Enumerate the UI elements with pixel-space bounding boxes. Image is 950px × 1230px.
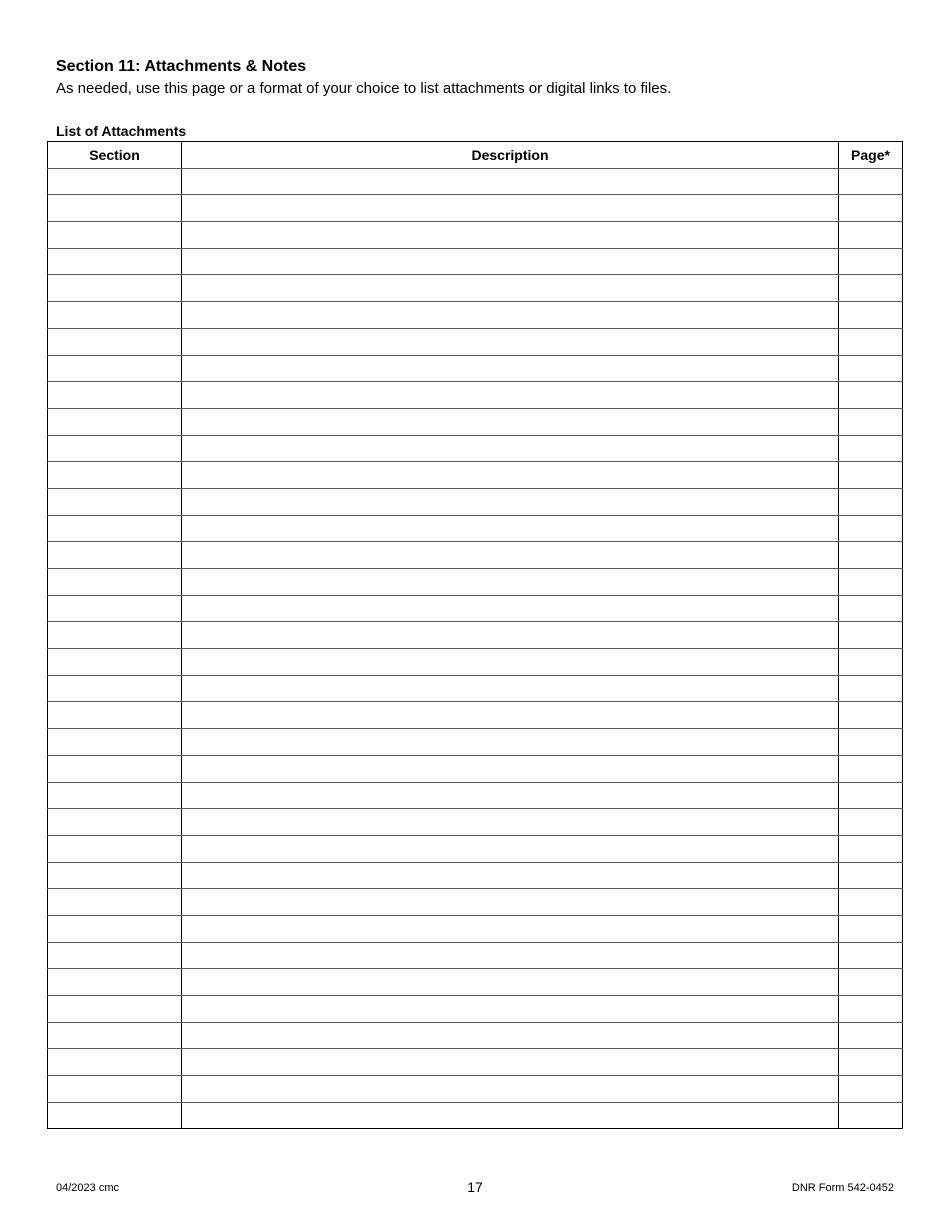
- cell-description[interactable]: [182, 462, 839, 489]
- cell-description[interactable]: [182, 782, 839, 809]
- table-row: [48, 729, 903, 756]
- cell-description[interactable]: [182, 889, 839, 916]
- table-row: [48, 1076, 903, 1103]
- table-row: [48, 355, 903, 382]
- cell-description[interactable]: [182, 275, 839, 302]
- table-header-row: [48, 142, 903, 169]
- cell-section[interactable]: [48, 1049, 182, 1076]
- cell-page[interactable]: [839, 1076, 903, 1103]
- cell-page[interactable]: [839, 862, 903, 889]
- cell-description[interactable]: [182, 729, 839, 756]
- cell-page[interactable]: [839, 355, 903, 382]
- table-row: [48, 595, 903, 622]
- cell-page[interactable]: [839, 1049, 903, 1076]
- cell-page[interactable]: [839, 835, 903, 862]
- table-row: [48, 168, 903, 195]
- cell-description[interactable]: [182, 862, 839, 889]
- cell-section[interactable]: [48, 969, 182, 996]
- table-row: [48, 889, 903, 916]
- cell-section[interactable]: [48, 435, 182, 462]
- cell-description[interactable]: [182, 168, 839, 195]
- cell-section[interactable]: [48, 302, 182, 329]
- cell-description[interactable]: [182, 915, 839, 942]
- table-row: [48, 542, 903, 569]
- cell-section[interactable]: [48, 408, 182, 435]
- cell-page[interactable]: [839, 942, 903, 969]
- cell-section[interactable]: [48, 809, 182, 836]
- cell-section[interactable]: [48, 542, 182, 569]
- cell-page[interactable]: [839, 889, 903, 916]
- cell-section[interactable]: [48, 675, 182, 702]
- cell-page[interactable]: [839, 915, 903, 942]
- cell-page[interactable]: [839, 702, 903, 729]
- table-row: [48, 755, 903, 782]
- cell-page[interactable]: [839, 969, 903, 996]
- table-row: [48, 862, 903, 889]
- cell-page[interactable]: [839, 302, 903, 329]
- cell-section[interactable]: [48, 702, 182, 729]
- cell-page[interactable]: [839, 1102, 903, 1129]
- cell-description[interactable]: [182, 222, 839, 249]
- cell-section[interactable]: [48, 595, 182, 622]
- cell-section[interactable]: [48, 195, 182, 222]
- cell-section[interactable]: [48, 915, 182, 942]
- cell-page[interactable]: [839, 248, 903, 275]
- table-row: [48, 435, 903, 462]
- table-row: [48, 1022, 903, 1049]
- cell-description[interactable]: [182, 702, 839, 729]
- table-row: [48, 915, 903, 942]
- cell-page[interactable]: [839, 755, 903, 782]
- cell-section[interactable]: [48, 355, 182, 382]
- column-header-description: Description: [182, 142, 839, 169]
- cell-page[interactable]: [839, 622, 903, 649]
- cell-description[interactable]: [182, 595, 839, 622]
- cell-section[interactable]: [48, 168, 182, 195]
- section-title: Section 11: Attachments & Notes: [56, 58, 307, 75]
- table-row: [48, 515, 903, 542]
- cell-page[interactable]: [839, 328, 903, 355]
- cell-section[interactable]: [48, 1076, 182, 1103]
- cell-description[interactable]: [182, 969, 839, 996]
- cell-section[interactable]: [48, 835, 182, 862]
- column-header-page: Page*: [839, 142, 903, 169]
- cell-description[interactable]: [182, 382, 839, 409]
- table-row: [48, 1049, 903, 1076]
- cell-description[interactable]: [182, 1076, 839, 1103]
- attachments-table: [47, 141, 903, 1129]
- cell-page[interactable]: [839, 195, 903, 222]
- cell-section[interactable]: [48, 622, 182, 649]
- cell-description[interactable]: [182, 996, 839, 1023]
- table-row: [48, 942, 903, 969]
- cell-section[interactable]: [48, 649, 182, 676]
- cell-section[interactable]: [48, 222, 182, 249]
- cell-page[interactable]: [839, 542, 903, 569]
- cell-description[interactable]: [182, 622, 839, 649]
- cell-page[interactable]: [839, 515, 903, 542]
- cell-page[interactable]: [839, 408, 903, 435]
- table-row: [48, 569, 903, 596]
- table-row: [48, 782, 903, 809]
- cell-description[interactable]: [182, 542, 839, 569]
- cell-description[interactable]: [182, 1049, 839, 1076]
- cell-section[interactable]: [48, 942, 182, 969]
- cell-page[interactable]: [839, 809, 903, 836]
- cell-description[interactable]: [182, 195, 839, 222]
- cell-description[interactable]: [182, 1022, 839, 1049]
- cell-description[interactable]: [182, 809, 839, 836]
- cell-section[interactable]: [48, 248, 182, 275]
- table-row: [48, 462, 903, 489]
- cell-page[interactable]: [839, 729, 903, 756]
- table-row: [48, 809, 903, 836]
- cell-section[interactable]: [48, 996, 182, 1023]
- cell-section[interactable]: [48, 515, 182, 542]
- table-row: [48, 408, 903, 435]
- cell-description[interactable]: [182, 835, 839, 862]
- cell-section[interactable]: [48, 275, 182, 302]
- table-row: [48, 675, 903, 702]
- table-row: [48, 328, 903, 355]
- attachments-list-title: List of Attachments: [56, 123, 187, 139]
- cell-section[interactable]: [48, 382, 182, 409]
- cell-section[interactable]: [48, 1022, 182, 1049]
- cell-page[interactable]: [839, 488, 903, 515]
- table-row: [48, 622, 903, 649]
- cell-section[interactable]: [48, 889, 182, 916]
- cell-page[interactable]: [839, 435, 903, 462]
- table-row: [48, 702, 903, 729]
- cell-page[interactable]: [839, 595, 903, 622]
- cell-description[interactable]: [182, 488, 839, 515]
- cell-description[interactable]: [182, 942, 839, 969]
- table-row: [48, 382, 903, 409]
- cell-page[interactable]: [839, 275, 903, 302]
- cell-description[interactable]: [182, 675, 839, 702]
- cell-description[interactable]: [182, 302, 839, 329]
- cell-page[interactable]: [839, 462, 903, 489]
- cell-section[interactable]: [48, 462, 182, 489]
- cell-description[interactable]: [182, 1102, 839, 1129]
- cell-page[interactable]: [839, 649, 903, 676]
- table-row: [48, 302, 903, 329]
- table-row: [48, 488, 903, 515]
- cell-section[interactable]: [48, 755, 182, 782]
- cell-section[interactable]: [48, 488, 182, 515]
- cell-description[interactable]: [182, 328, 839, 355]
- table-row: [48, 996, 903, 1023]
- table-row: [48, 195, 903, 222]
- cell-description[interactable]: [182, 755, 839, 782]
- footer-form-id: DNR Form 542-0452: [791, 1182, 894, 1194]
- footer-revision: 04/2023 cmc: [56, 1182, 119, 1194]
- cell-description[interactable]: [182, 515, 839, 542]
- cell-section[interactable]: [48, 862, 182, 889]
- instructions-text: As needed, use this page or a format of your choice to list attachments or digital links to files.: [56, 80, 672, 97]
- cell-description[interactable]: [182, 435, 839, 462]
- table-row: [48, 275, 903, 302]
- cell-section[interactable]: [48, 328, 182, 355]
- column-header-section: Section: [48, 142, 182, 169]
- cell-page[interactable]: [839, 782, 903, 809]
- table-row: [48, 248, 903, 275]
- cell-section[interactable]: [48, 569, 182, 596]
- cell-description[interactable]: [182, 248, 839, 275]
- cell-page[interactable]: [839, 168, 903, 195]
- cell-description[interactable]: [182, 649, 839, 676]
- cell-page[interactable]: [839, 382, 903, 409]
- table-row: [48, 1102, 903, 1129]
- attachments-table-body: [48, 168, 903, 1129]
- cell-page[interactable]: [839, 222, 903, 249]
- cell-page[interactable]: [839, 675, 903, 702]
- footer-page-number: 17: [467, 1179, 483, 1195]
- table-row: [48, 835, 903, 862]
- cell-section[interactable]: [48, 1102, 182, 1129]
- cell-section[interactable]: [48, 729, 182, 756]
- cell-description[interactable]: [182, 408, 839, 435]
- table-row: [48, 222, 903, 249]
- table-row: [48, 969, 903, 996]
- cell-section[interactable]: [48, 782, 182, 809]
- cell-page[interactable]: [839, 1022, 903, 1049]
- cell-page[interactable]: [839, 996, 903, 1023]
- table-row: [48, 649, 903, 676]
- cell-description[interactable]: [182, 569, 839, 596]
- cell-description[interactable]: [182, 355, 839, 382]
- cell-page[interactable]: [839, 569, 903, 596]
